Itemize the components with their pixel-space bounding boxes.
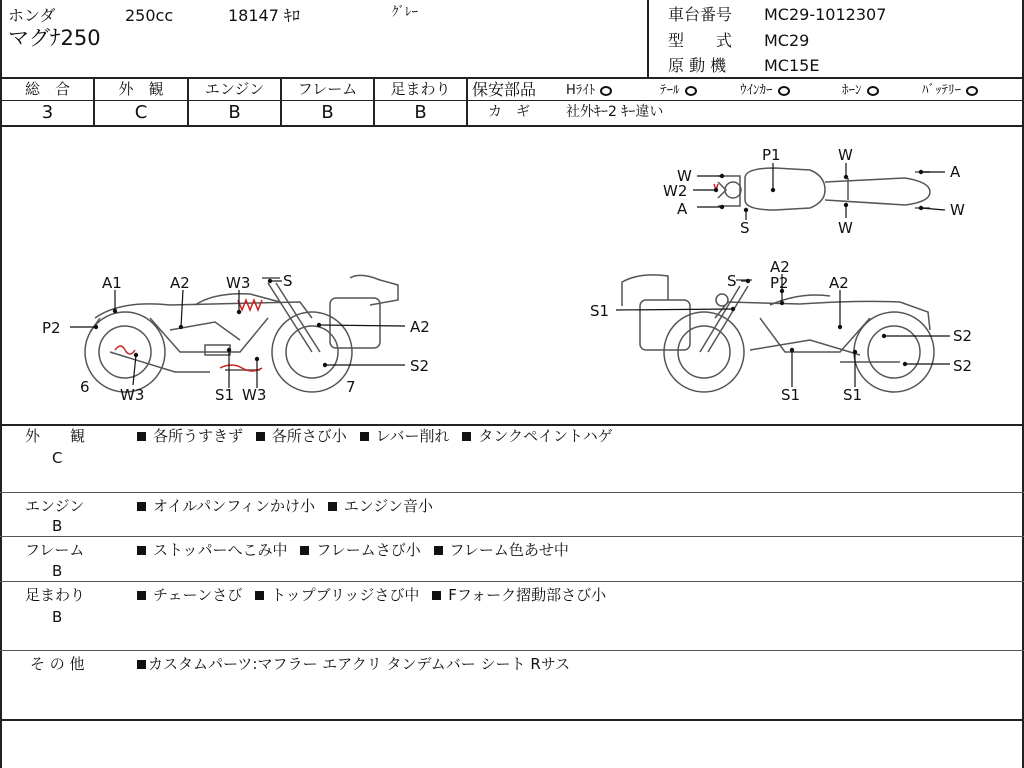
svg-text:7: 7 <box>346 378 356 396</box>
svg-text:A2: A2 <box>770 258 790 276</box>
model-name: マグﾅ250 <box>8 26 101 50</box>
svg-text:P2: P2 <box>770 274 789 292</box>
bullet-icon <box>137 502 146 511</box>
bullet-icon <box>432 591 441 600</box>
svg-text:S: S <box>727 272 737 290</box>
engine-label: 原 動 機 <box>668 56 727 75</box>
point-markers-right <box>731 279 907 366</box>
diagram-bottom-rule <box>0 424 1024 426</box>
ok-circle-icon <box>867 86 879 96</box>
grade-total-label: 総 合 <box>24 80 70 98</box>
svg-text:S: S <box>740 219 750 237</box>
svg-text:W: W <box>838 219 853 237</box>
safety-row-rule <box>466 100 1024 101</box>
svg-text:W3: W3 <box>242 386 267 404</box>
ok-circle-icon <box>778 86 790 96</box>
svg-text:A2: A2 <box>410 318 430 336</box>
safety-item-winker: ｳｲﾝｶｰ <box>740 84 790 97</box>
comment-rule <box>0 581 1024 582</box>
bullet-icon <box>328 502 337 511</box>
comment-exterior-grade: C <box>52 449 63 467</box>
body-color: ｸﾞﾚｰ <box>392 5 418 20</box>
comment-engine-items: オイルパンフィンかけ小 エンジン音小 <box>137 499 433 514</box>
comment-frame-label: フレーム <box>25 541 85 559</box>
safety-item-tail: ﾃｰﾙ <box>660 84 697 97</box>
grade-total-value: 3 <box>41 102 54 123</box>
comment-exterior-label: 外 観 <box>25 427 86 445</box>
safety-item-horn: ﾎｰﾝ <box>842 84 879 97</box>
comment-other-label: そ の 他 <box>30 655 85 673</box>
svg-text:A: A <box>950 163 961 181</box>
bullet-icon <box>137 432 146 441</box>
bullet-icon <box>256 432 265 441</box>
safety-item-battery: ﾊﾞｯﾃﾘｰ <box>922 84 978 97</box>
grade-frame-value: B <box>321 102 334 123</box>
svg-text:W3: W3 <box>226 274 251 292</box>
frame-no-label: 車台番号 <box>668 5 733 24</box>
ok-circle-icon <box>966 86 978 96</box>
labels-right <box>590 258 972 404</box>
svg-text:W: W <box>838 146 853 164</box>
grade-suspension-label: 足まわり <box>390 80 451 98</box>
key-label: カ ギ <box>488 104 530 120</box>
engine-value: MC15E <box>764 56 820 75</box>
svg-text:A1: A1 <box>102 274 122 292</box>
svg-text:S2: S2 <box>953 357 973 375</box>
bullet-icon <box>137 546 146 555</box>
bullet-icon <box>137 591 146 600</box>
grade-exterior-value: C <box>134 102 148 123</box>
bullet-icon <box>137 660 146 669</box>
comment-engine-grade: B <box>52 517 63 535</box>
svg-text:W2: W2 <box>663 182 688 200</box>
svg-text:S1: S1 <box>215 386 235 404</box>
comment-rule <box>0 492 1024 493</box>
type-label: 型 式 <box>668 31 733 50</box>
svg-text:S2: S2 <box>410 357 430 375</box>
header-divider <box>647 0 649 78</box>
svg-text:S: S <box>283 272 293 290</box>
comment-suspension-items: チェーンさび トップブリッジさび中 Fフォーク摺動部さび小 <box>137 588 606 603</box>
comment-engine-label: エンジン <box>25 497 85 515</box>
header-bottom-rule <box>0 77 1024 79</box>
bullet-icon <box>462 432 471 441</box>
leader-lines-left <box>70 281 405 388</box>
svg-text:S1: S1 <box>590 302 610 320</box>
svg-text:A2: A2 <box>170 274 190 292</box>
bike-right-side-drawing <box>622 275 934 392</box>
maker: ホンダ <box>8 6 56 25</box>
comments-bottom-rule <box>0 719 1024 721</box>
bullet-icon <box>434 546 443 555</box>
svg-text:6: 6 <box>80 378 90 396</box>
grade-frame-label: フレーム <box>297 80 358 98</box>
svg-text:S1: S1 <box>781 386 801 404</box>
svg-text:A: A <box>677 200 688 218</box>
bullet-icon <box>300 546 309 555</box>
comment-rule <box>0 650 1024 651</box>
svg-text:W: W <box>950 201 965 219</box>
svg-text:W: W <box>677 167 692 185</box>
comment-frame-items: ストッパーへこみ中 フレームさび小 フレーム色あせ中 <box>137 543 569 558</box>
inspection-diagram <box>0 127 1024 424</box>
comment-exterior-items: 各所うすきず 各所さび小 レバー削れ タンクペイントハゲ <box>137 429 613 444</box>
bullet-icon <box>360 432 369 441</box>
svg-text:P1: P1 <box>762 146 781 164</box>
grade-engine-value: B <box>228 102 241 123</box>
svg-text:W3: W3 <box>120 386 145 404</box>
grade-engine-label: エンジン <box>204 80 265 98</box>
grade-exterior-label: 外 観 <box>118 80 164 98</box>
comment-frame-grade: B <box>52 562 63 580</box>
svg-text:P2: P2 <box>42 319 61 337</box>
comment-suspension-grade: B <box>52 608 63 626</box>
bike-left-side-drawing <box>85 275 398 392</box>
mileage: 18147 ｷﾛ <box>228 6 300 25</box>
svg-text:A2: A2 <box>829 274 849 292</box>
frame-no: MC29-1012307 <box>764 5 887 24</box>
leader-lines-top <box>693 163 945 220</box>
labels-top <box>663 146 965 237</box>
safety-item-headlight: Hﾗｲﾄ <box>566 84 612 97</box>
comment-suspension-label: 足まわり <box>25 586 86 604</box>
svg-text:S2: S2 <box>953 327 973 345</box>
grade-divider <box>466 78 468 126</box>
ok-circle-icon <box>600 86 612 96</box>
safety-label: 保安部品 <box>472 80 537 99</box>
comment-other-text: カスタムパーツ:マフラー エアクリ タンデムバー シート Rサス <box>137 657 570 672</box>
comment-rule <box>0 536 1024 537</box>
svg-text:S1: S1 <box>843 386 863 404</box>
bullet-icon <box>255 591 264 600</box>
grade-row-rule <box>0 100 466 101</box>
type-value: MC29 <box>764 31 810 50</box>
grade-suspension-value: B <box>414 102 427 123</box>
key-value: 社外ｷｰ2 ｷｰ違い <box>566 104 664 120</box>
ok-circle-icon <box>685 86 697 96</box>
displacement: 250cc <box>125 6 174 25</box>
bike-top-view-drawing <box>718 168 930 210</box>
